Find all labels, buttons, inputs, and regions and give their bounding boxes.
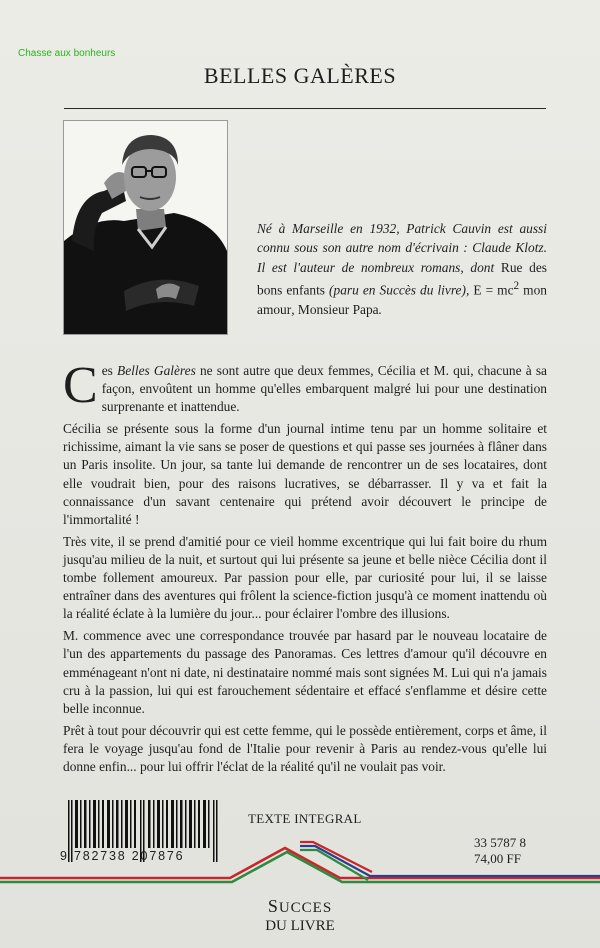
synopsis-book-title: Belles Galères <box>117 363 196 378</box>
author-bio <box>257 219 547 320</box>
synopsis-paragraph-5: Prêt à tout pour découvrir qui est cette femme, qui le possède entièrement, corps et âme, il fera le voyage jusqu'au fond de l'Italie pour revenir à Paris au rendez-vous qu'elle lui donne enfin... pour lui offrir l'éclat de la réalité qu'il ne voulait pas voir. <box>63 722 547 774</box>
bio-book-title-1: Rue des bons enfants <box>257 259 547 298</box>
drop-cap: C <box>63 357 98 414</box>
product-code: 33 5787 8 <box>474 835 526 850</box>
publisher-initial: S <box>267 896 279 916</box>
synopsis-paragraph-1 <box>63 357 547 416</box>
synopsis <box>63 357 547 780</box>
synopsis-paragraph-2: Cécilia se présente sous la forme d'un journal intime tenu par un homme solitaire et richissime, aimant la vie sans se poser de questions et qui passe ses journées à flâner dans un Paris insolite. Un jour, sa tante lui demande de rencontrer un de ses locataires, dont elle voudrait bien, pour des raisons lucratives, se débarrasser. Il y va et fait la connaissance d'un savant centenaire qui prétend avoir découvert le principe de l'immortalité ! <box>63 421 547 527</box>
bio-end: . <box>378 302 382 318</box>
publisher-logo <box>0 897 600 935</box>
bio-text-2: (paru en Succès du livre), <box>325 282 474 298</box>
bio-text: Né à Marseille en 1932, Patrick Cauvin est aussi connu sous son autre nom d'écrivain : Claude Klotz. Il est l'auteur de nombreux romans, dont <box>257 221 547 275</box>
synopsis-p1-end: ne sont autre que deux femmes, Cécilia et M. qui, chacune à sa façon, envoûtent un homme qu'elles embarquent malgré lui pour une destination surprenante et inattendue. <box>101 363 547 415</box>
barcode-digits: 9 782738 207876 <box>60 849 185 863</box>
price: 74,00 FF <box>474 851 521 866</box>
bio-separator: , <box>291 302 298 318</box>
publisher-logo-stripes <box>0 820 600 900</box>
price-sticker-label: Chasse aux bonheurs <box>18 48 116 59</box>
title-divider <box>64 108 546 109</box>
author-photo <box>63 120 228 335</box>
bio-book-title-2-sup: 2 <box>513 280 520 293</box>
publisher-word: UCCES <box>278 900 333 916</box>
publisher-name-line2: DU LIVRE <box>265 918 335 934</box>
synopsis-p1-start: es <box>101 363 118 378</box>
bio-book-title-3: Monsieur Papa <box>297 302 379 318</box>
publisher-name-line1 <box>0 897 600 917</box>
synopsis-paragraph-3: Très vite, il se prend d'amitié pour ce vieil homme excentrique qui lui fait boire du rhum jusqu'au milieu de la nuit, et surtout qui lui présente sa jeune et belle nièce Cécilia dont il tombe follement amoureux. Par passion pour elle, par curiosité pour lui, il se laisse entraîner dans des aventures qui frôlent la science-fiction jusqu'à ce moment inattendu où la réalité éclate à la lumière du jour... pour éclairer l'ombre des illusions. <box>63 533 547 622</box>
book-title: BELLES GALÈRES <box>203 63 397 88</box>
edition-label: TEXTE INTEGRAL <box>248 811 362 826</box>
bio-book-title-2b: mon amour <box>257 282 547 318</box>
synopsis-paragraph-4: M. commence avec une correspondance trouvée par hasard par le nouveau locataire de l'un des appartements du passage des Panoramas. Ces lettres d'amour qu'il découvre en emménageant n'ont ni date, ni destinataire nommé mais sont signées M. Lui qui n'a jamais cru à la passion, lui qui est farouchement sédentaire et effacé s'enflamme et désire cette belle inconnue. <box>63 628 547 716</box>
bio-book-title-2a: E = mc <box>473 282 514 298</box>
